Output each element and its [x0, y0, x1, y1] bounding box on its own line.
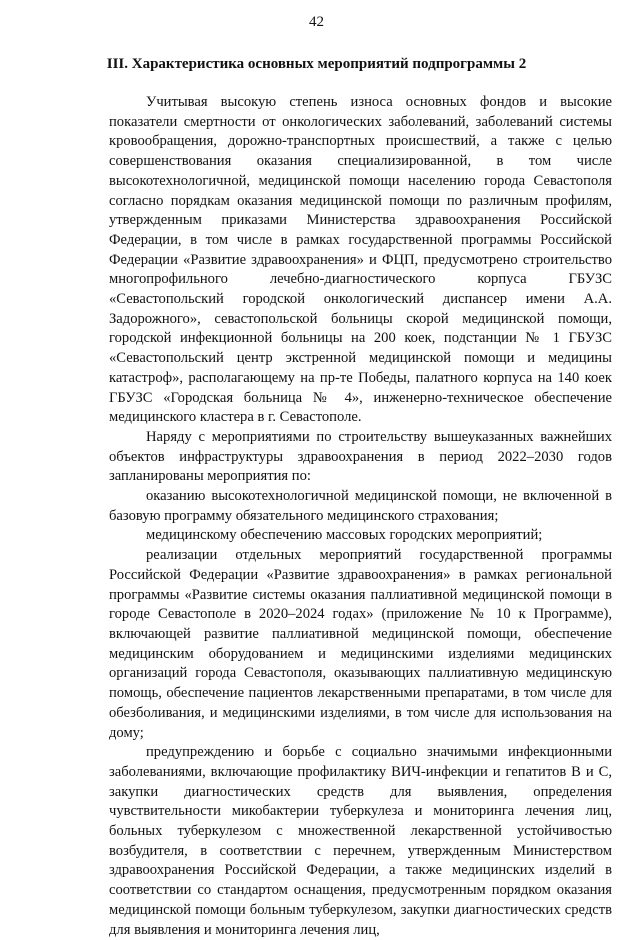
- paragraph-1: Учитывая высокую степень износа основных фондов и высокие показатели смертности от онкологических заболеваний, заболеваний системы кровообращения, дорожно-транспортных происшествий, а также с целью совершенствования оказания специализированной, в том числе высокотехнологичной, медицинской помощи населению города Севастополя согласно порядкам оказания медицинской помощи по различным профилям, утвержденным приказами Министерства здравоохранения Российской Федерации, в том числе в рамках государственной программы Российской Федерации «Развитие здравоохранения» и ФЦП, предусмотрено строительство многопрофильного лечебно-диагностического корпуса ГБУЗС «Севастопольский городской онкологический диспансер имени А.А. Задорожного», севастопольской больницы скорой медицинской помощи, городской инфекционной больницы на 200 коек, подстанции № 1 ГБУЗС «Севастопольский центр экстренной медицинской помощи и медицины катастроф», располагающему на пр-те Победы, палатного корпуса на 140 коек ГБУЗС «Городская больница № 4», инженерно-техническое обеспечение медицинского кластера в г. Севастополе.: [109, 94, 612, 426]
- paragraph-2: Наряду с мероприятиями по строительству вышеуказанных важнейших объектов инфраструктуры здравоохранения в период 2022–2030 годов запланированы мероприятия по:: [109, 428, 612, 485]
- paragraph-4: медицинскому обеспечению массовых городских мероприятий;: [146, 527, 543, 544]
- section-heading: III. Характеристика основных мероприятий подпрограммы 2: [106, 56, 527, 72]
- paragraph-6: предупреждению и борьбе с социально значимыми инфекционными заболеваниями, включающие профилактику ВИЧ-инфекции и гепатитов В и С, закупки диагностических средств для выявления, определения чувствительности микобактерии туберкулеза и мониторинга лечения лиц, больных туберкулезом с множественной лекарственной устойчивостью возбудителя, в соответствии с перечнем, утвержденным Министерством здравоохранения Российской Федерации, а также медицинских изделий в соответствии со стандартом оснащения, предусмотренным порядком оказания медицинской помощи больным туберкулезом, закупки диагностических средств для выявления и мониторинга лечения лиц,: [109, 744, 612, 938]
- body-text: [109, 93, 612, 940]
- page-number: 42: [309, 14, 324, 30]
- paragraph-5: реализации отдельных мероприятий государственной программы Российской Федерации «Развитие здравоохранения» в рамках региональной программы «Развитие системы оказания паллиативной медицинской помощи в городе Севастополе в 2020–2024 годах» (приложение № 10 к Программе), включающей развитие паллиативной медицинской помощи, обеспечение медицинским оборудованием и медицинскими изделиями медицинских организаций города Севастополя, оказывающих паллиативную медицинскую помощь, обеспечение пациентов лекарственными препаратами, в том числе для обезболивания, и медицинскими изделиями, в том числе для использования на дому;: [109, 547, 612, 741]
- paragraph-3: оказанию высокотехнологичной медицинской помощи, не включенной в базовую программу обязательного медицинского страхования;: [109, 488, 612, 524]
